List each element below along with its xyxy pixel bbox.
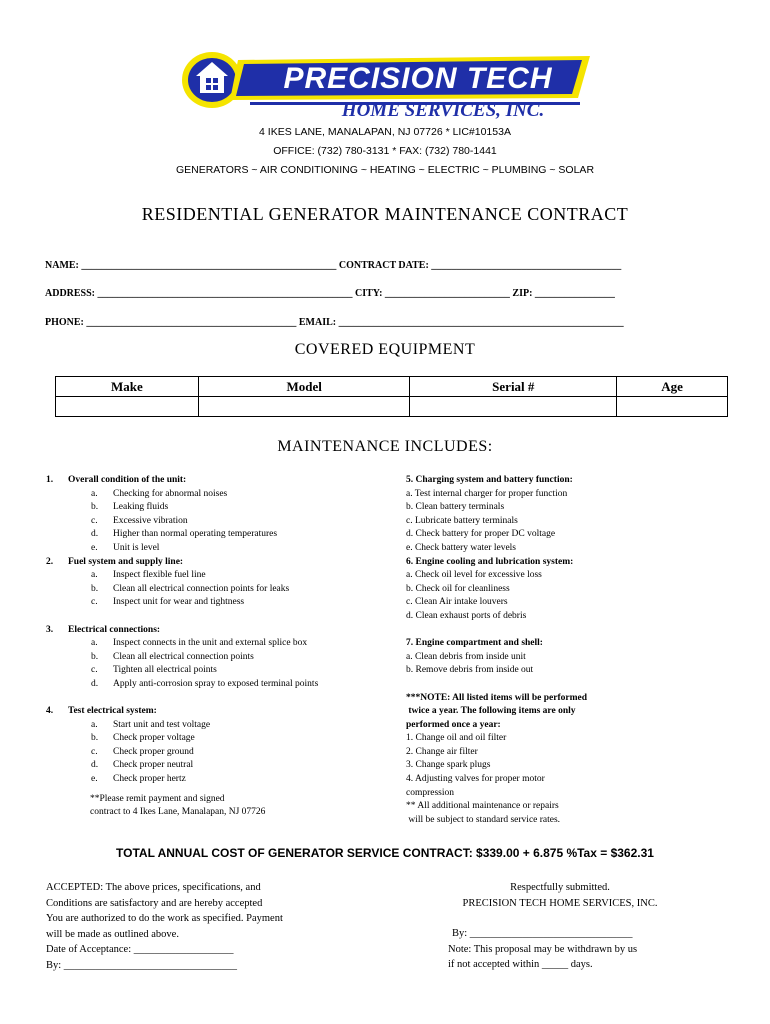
- list-item: a. Inspect connects in the unit and external splice box: [91, 638, 308, 649]
- list-item: e. Check proper hertz: [91, 774, 186, 785]
- list-item: compression: [406, 787, 455, 798]
- list-item: 2. Change air filter: [406, 746, 478, 757]
- submitted-signature-field[interactable]: By: _______________________________: [452, 928, 633, 939]
- list-item: b. Clean all electrical connection points: [91, 651, 254, 662]
- date-of-acceptance-field[interactable]: Date of Acceptance: ___________________: [46, 944, 234, 955]
- list-item: c. Clean Air intake louvers: [406, 597, 508, 608]
- list-item: 6. Engine cooling and lubrication system:: [406, 556, 574, 567]
- list-item: ** All additional maintenance or repairs: [406, 801, 559, 812]
- acceptance-block: [46, 880, 283, 973]
- covered-equipment-heading: COVERED EQUIPMENT: [294, 341, 476, 358]
- remit-note-line: contract to 4 Ikes Lane, Manalapan, NJ 07726: [90, 807, 266, 818]
- list-item: a. Test internal charger for proper function: [406, 488, 568, 499]
- acceptance-signature-field[interactable]: By: _________________________________: [46, 959, 238, 971]
- list-item: 5. Charging system and battery function:: [406, 475, 573, 485]
- logo-subtitle: HOME SERVICES, INC.: [341, 100, 545, 121]
- list-item: 4. Test electrical system:: [46, 706, 157, 717]
- list-item: b. Check oil for cleanliness: [406, 583, 510, 594]
- company-phone: OFFICE: (732) 780-3131 * FAX: (732) 780-1441: [273, 145, 497, 157]
- list-item: a. Inspect flexible fuel line: [91, 570, 206, 581]
- list-item: e. Check battery water levels: [406, 542, 516, 553]
- list-item: 1. Change oil and oil filter: [406, 733, 507, 744]
- column-serial: Serial #: [410, 377, 617, 397]
- acceptance-line: Conditions are satisfactory and are hereby accepted: [46, 897, 263, 909]
- serial-cell[interactable]: [410, 397, 617, 417]
- list-item: 7. Engine compartment and shell:: [406, 638, 543, 649]
- list-item: d. Higher than normal operating temperatures: [91, 529, 278, 540]
- maintenance-left-column: [46, 474, 319, 820]
- list-item: b. Clean all electrical connection points for leaks: [91, 583, 290, 594]
- list-item: 1. Overall condition of the unit:: [46, 475, 187, 485]
- company-logo: [178, 48, 598, 126]
- list-item: e. Unit is level: [91, 542, 160, 553]
- equipment-table: [55, 376, 728, 417]
- withdrawal-note: Note: This proposal may be withdrawn by us: [448, 943, 638, 955]
- column-age: Age: [617, 377, 728, 397]
- submitted-line: Respectfully submitted.: [510, 882, 610, 893]
- address-field-line[interactable]: ADDRESS: ___________________________________________________ CITY: _________________________ ZIP: ________________: [45, 288, 615, 299]
- list-item: b. Clean battery terminals: [406, 502, 505, 513]
- list-item: a. Start unit and test voltage: [91, 719, 211, 730]
- list-item: a. Check oil level for excessive loss: [406, 570, 542, 581]
- maintenance-right-column: [406, 474, 587, 827]
- total-cost-line: TOTAL ANNUAL COST OF GENERATOR SERVICE CONTRACT: $339.00 + 6.875 %Tax = $362.31: [116, 846, 654, 860]
- note-line: performed once a year:: [406, 719, 501, 730]
- list-item: a. Checking for abnormal noises: [91, 488, 228, 499]
- list-item: c. Inspect unit for wear and tightness: [91, 597, 245, 608]
- age-cell[interactable]: [617, 397, 728, 417]
- note-line: twice a year. The following items are only: [406, 706, 576, 717]
- list-item: 2. Fuel system and supply line:: [46, 556, 184, 567]
- list-item: 4. Adjusting valves for proper motor: [406, 774, 545, 785]
- phone-field-line[interactable]: PHONE: __________________________________________ EMAIL: _________________________________________________________: [45, 317, 624, 328]
- company-address: 4 IKES LANE, MANALAPAN, NJ 07726 * LIC#10153A: [259, 126, 511, 138]
- list-item: c. Excessive vibration: [91, 515, 188, 526]
- column-make: Make: [56, 377, 199, 397]
- list-item: c. Tighten all electrical points: [91, 665, 217, 676]
- list-item: 3. Electrical connections:: [46, 624, 161, 635]
- list-item: b. Leaking fluids: [91, 502, 169, 513]
- logo-name: PRECISION TECH: [283, 62, 553, 95]
- list-item: c. Lubricate battery terminals: [406, 515, 518, 526]
- list-item: b. Remove debris from inside out: [406, 665, 534, 676]
- column-model: Model: [198, 377, 410, 397]
- list-item: d. Check battery for proper DC voltage: [406, 529, 556, 540]
- model-cell[interactable]: [198, 397, 410, 417]
- name-field-line[interactable]: NAME: ___________________________________________________ CONTRACT DATE: ______________________________________: [45, 260, 622, 271]
- list-item: c. Check proper ground: [91, 746, 194, 757]
- note-line: ***NOTE: All listed items will be performed: [406, 692, 588, 703]
- submitted-company: PRECISION TECH HOME SERVICES, INC.: [462, 897, 658, 909]
- company-services: GENERATORS ~ AIR CONDITIONING ~ HEATING ~ ELECTRIC ~ PLUMBING ~ SOLAR: [175, 164, 595, 176]
- list-item: d. Check proper neutral: [91, 760, 194, 771]
- maintenance-heading: MAINTENANCE INCLUDES:: [277, 438, 493, 455]
- list-item: 3. Change spark plugs: [406, 760, 491, 771]
- acceptance-line: ACCEPTED: The above prices, specifications, and: [46, 882, 261, 893]
- list-item: d. Apply anti-corrosion spray to exposed terminal points: [91, 678, 319, 689]
- list-item: b. Check proper voltage: [91, 733, 195, 744]
- acceptance-line: You are authorized to do the work as specified. Payment: [46, 913, 283, 924]
- list-item: will be subject to standard service rates.: [406, 814, 561, 825]
- withdrawal-note: if not accepted within _____ days.: [448, 959, 593, 970]
- make-cell[interactable]: [56, 397, 199, 417]
- list-item: d. Clean exhaust ports of debris: [406, 610, 527, 621]
- list-item: a. Clean debris from inside unit: [406, 651, 526, 662]
- submitted-block: [430, 880, 690, 973]
- document-title: RESIDENTIAL GENERATOR MAINTENANCE CONTRACT: [141, 204, 629, 224]
- remit-note-line: **Please remit payment and signed: [90, 793, 225, 804]
- acceptance-line: will be made as outlined above.: [46, 928, 179, 940]
